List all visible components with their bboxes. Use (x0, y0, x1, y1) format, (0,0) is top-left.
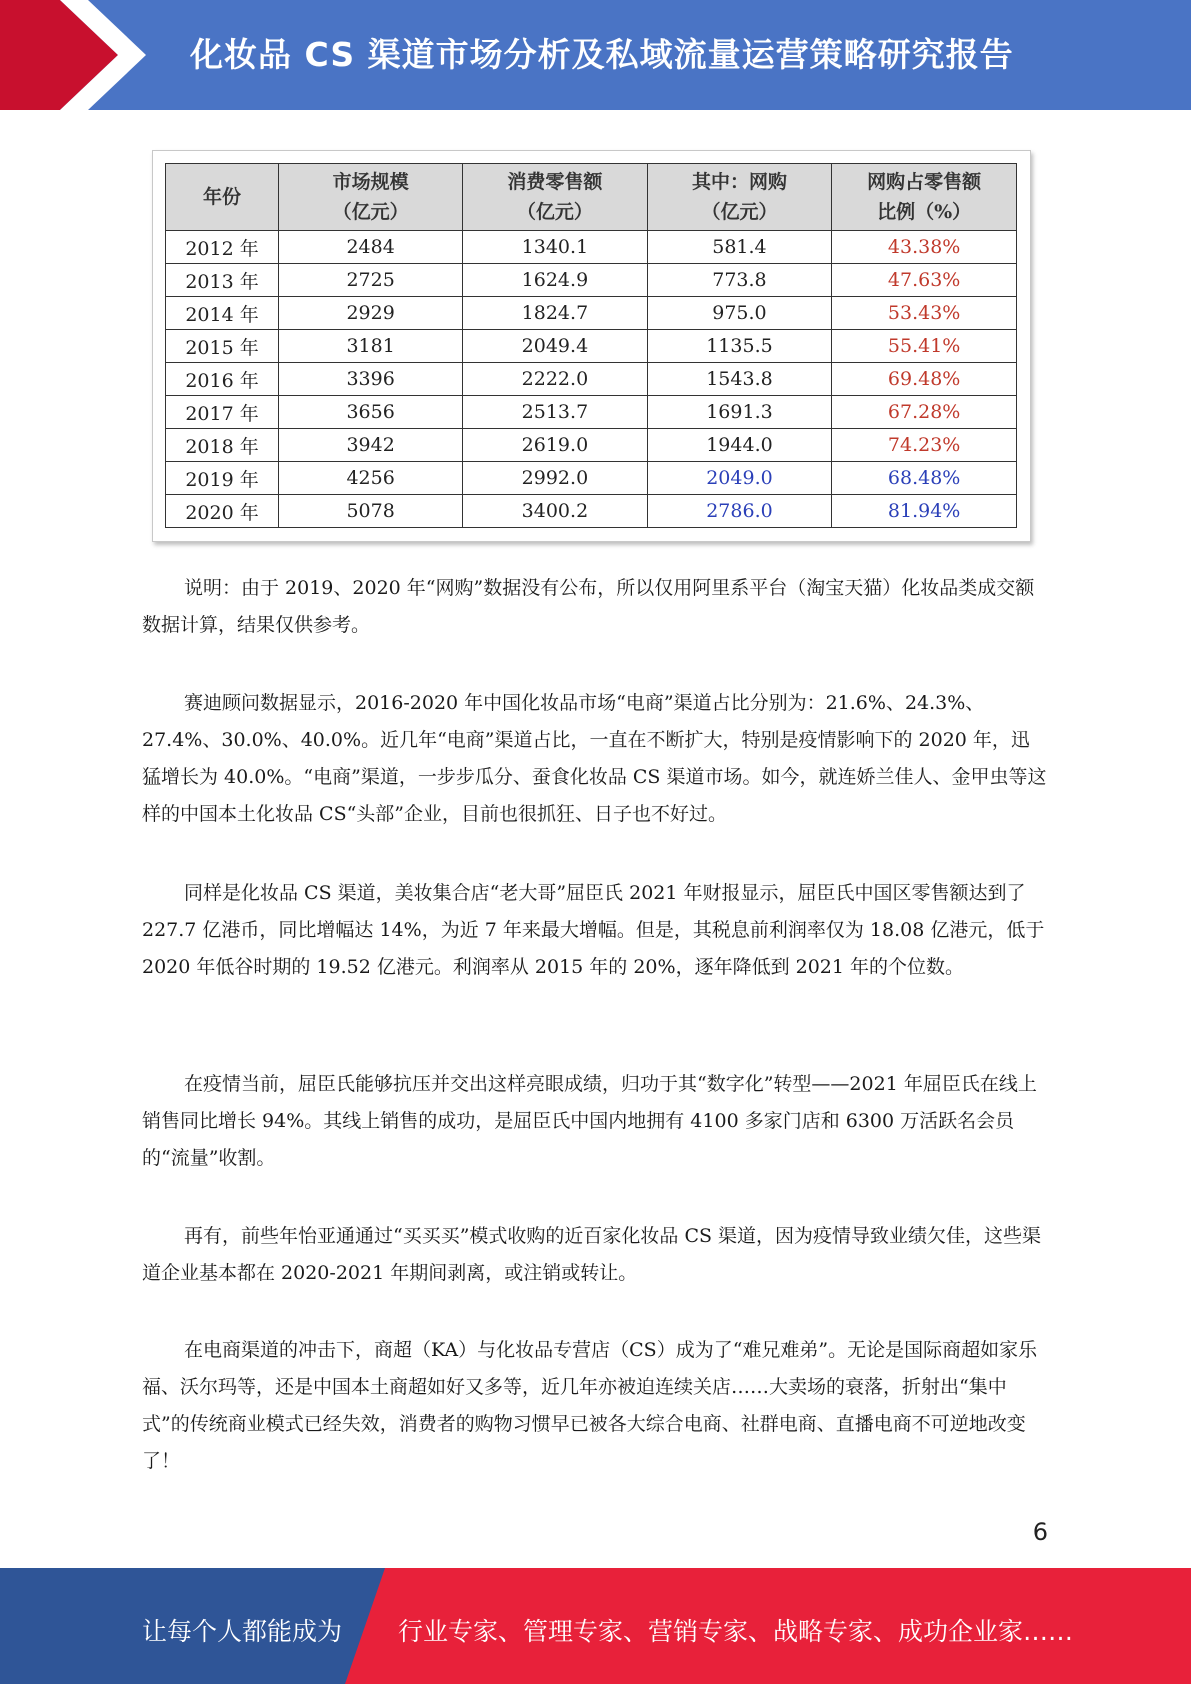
year-cell: 2019 年 (166, 462, 279, 495)
online-cell: 1135.5 (647, 330, 832, 363)
table-row (166, 396, 1017, 429)
table-row (166, 363, 1017, 396)
table-row (166, 264, 1017, 297)
year-cell: 2012 年 (166, 231, 279, 264)
ratio-cell: 47.63% (832, 264, 1017, 297)
report-title: 化妆品 CS 渠道市场分析及私域流量运营策略研究报告 (190, 35, 1014, 74)
ratio-cell: 53.43% (832, 297, 1017, 330)
table-row (166, 297, 1017, 330)
market-size-cell: 3181 (279, 330, 463, 363)
table-row (166, 495, 1017, 528)
ratio-cell: 67.28% (832, 396, 1017, 429)
market-size-cell: 5078 (279, 495, 463, 528)
body-paragraph: 在电商渠道的冲击下，商超（KA）与化妆品专营店（CS）成为了“难兄难弟”。无论是国际商超如家乐福、沃尔玛等，还是中国本土商超如好又多等，近几年亦被迫连续关店……大卖场的衰落，折射出“集中式”的传统商业模式已经失效，消费者的购物习惯早已被各大综合电商、社群电商、直播电商不可逆地改变了！ (142, 1339, 1038, 1472)
market-size-cell: 3656 (279, 396, 463, 429)
note-paragraph: 说明：由于 2019、2020 年“网购”数据没有公布，所以仅用阿里系平台（淘宝天猫）化妆品类成交额数据计算，结果仅供参考。 (142, 577, 1035, 636)
header-bar (0, 0, 1191, 110)
retail-cell: 2992.0 (463, 462, 648, 495)
table-header-cell: 消费零售额 （亿元） (463, 164, 648, 231)
table-row (166, 330, 1017, 363)
body-paragraph: 在疫情当前，屈臣氏能够抗压并交出这样亮眼成绩，归功于其“数字化”转型——2021 年屈臣氏在线上销售同比增长 94%。其线上销售的成功，是屈臣氏中国内地拥有 4100 多家门店和 6300 万活跃名会员的“流量”收割。 (142, 1073, 1037, 1169)
table-header-cell: 市场规模 （亿元） (279, 164, 463, 231)
footer-slogan-right: 行业专家、管理专家、营销专家、战略专家、成功企业家…… (398, 1617, 1074, 1646)
year-cell: 2015 年 (166, 330, 279, 363)
body-paragraph: 再有，前些年怡亚通通过“买买买”模式收购的近百家化妆品 CS 渠道，因为疫情导致业绩欠佳，这些渠道企业基本都在 2020-2021 年期间剥离，或注销或转让。 (142, 1225, 1042, 1284)
online-cell: 2786.0 (647, 495, 832, 528)
table-header-row (166, 164, 1017, 231)
retail-cell: 1624.9 (463, 264, 648, 297)
body-paragraph: 同样是化妆品 CS 渠道，美妆集合店“老大哥”屈臣氏 2021 年财报显示，屈臣氏中国区零售额达到了 227.7 亿港币，同比增幅达 14%，为近 7 年来最大增幅。但是，其税息前利润率仅为 18.08 亿港元，低于 2020 年低谷时期的 19.52 亿港元。利润率从 2015 年的 20%，逐年降低到 2021 年的个位数。 (142, 882, 1045, 978)
table-row (166, 462, 1017, 495)
online-cell: 2049.0 (647, 462, 832, 495)
ratio-cell: 68.48% (832, 462, 1017, 495)
ratio-cell: 69.48% (832, 363, 1017, 396)
year-cell: 2016 年 (166, 363, 279, 396)
online-cell: 1543.8 (647, 363, 832, 396)
online-cell: 1944.0 (647, 429, 832, 462)
table-row (166, 429, 1017, 462)
retail-cell: 2619.0 (463, 429, 648, 462)
data-table-figure (152, 150, 1031, 542)
footer-slogan-left: 让每个人都能成为 (142, 1617, 343, 1646)
body-paragraph: 赛迪顾问数据显示，2016-2020 年中国化妆品市场“电商”渠道占比分别为：21.6%、24.3%、27.4%、30.0%、40.0%。近几年“电商”渠道占比，一直在不断扩大，特别是疫情影响下的 2020 年，迅猛增长为 40.0%。“电商”渠道，一步步瓜分、蚕食化妆品 CS 渠道市场。如今，就连娇兰佳人、金甲虫等这样的中国本土化妆品 CS“头部”企业，目前也很抓狂、日子也不好过。 (142, 692, 1047, 825)
online-cell: 1691.3 (647, 396, 832, 429)
retail-cell: 2222.0 (463, 363, 648, 396)
year-cell: 2020 年 (166, 495, 279, 528)
year-cell: 2013 年 (166, 264, 279, 297)
header-arrow-decoration (0, 0, 150, 110)
year-cell: 2014 年 (166, 297, 279, 330)
market-size-cell: 2929 (279, 297, 463, 330)
year-cell: 2017 年 (166, 396, 279, 429)
retail-cell: 1824.7 (463, 297, 648, 330)
market-size-cell: 3942 (279, 429, 463, 462)
market-size-cell: 2484 (279, 231, 463, 264)
retail-cell: 2049.4 (463, 330, 648, 363)
table-header-cell: 其中：网购 （亿元） (647, 164, 832, 231)
online-cell: 773.8 (647, 264, 832, 297)
ratio-cell: 74.23% (832, 429, 1017, 462)
market-size-cell: 4256 (279, 462, 463, 495)
page-number: 6 (1032, 1518, 1048, 1546)
year-cell: 2018 年 (166, 429, 279, 462)
retail-cell: 3400.2 (463, 495, 648, 528)
retail-cell: 1340.1 (463, 231, 648, 264)
online-cell: 975.0 (647, 297, 832, 330)
market-size-cell: 2725 (279, 264, 463, 297)
market-size-cell: 3396 (279, 363, 463, 396)
online-cell: 581.4 (647, 231, 832, 264)
ratio-cell: 43.38% (832, 231, 1017, 264)
table-row (166, 231, 1017, 264)
table-header-cell: 网购占零售额 比例（%） (832, 164, 1017, 231)
retail-cell: 2513.7 (463, 396, 648, 429)
table-header-cell: 年份 (166, 164, 279, 231)
ratio-cell: 81.94% (832, 495, 1017, 528)
ratio-cell: 55.41% (832, 330, 1017, 363)
market-data-table (165, 163, 1017, 528)
